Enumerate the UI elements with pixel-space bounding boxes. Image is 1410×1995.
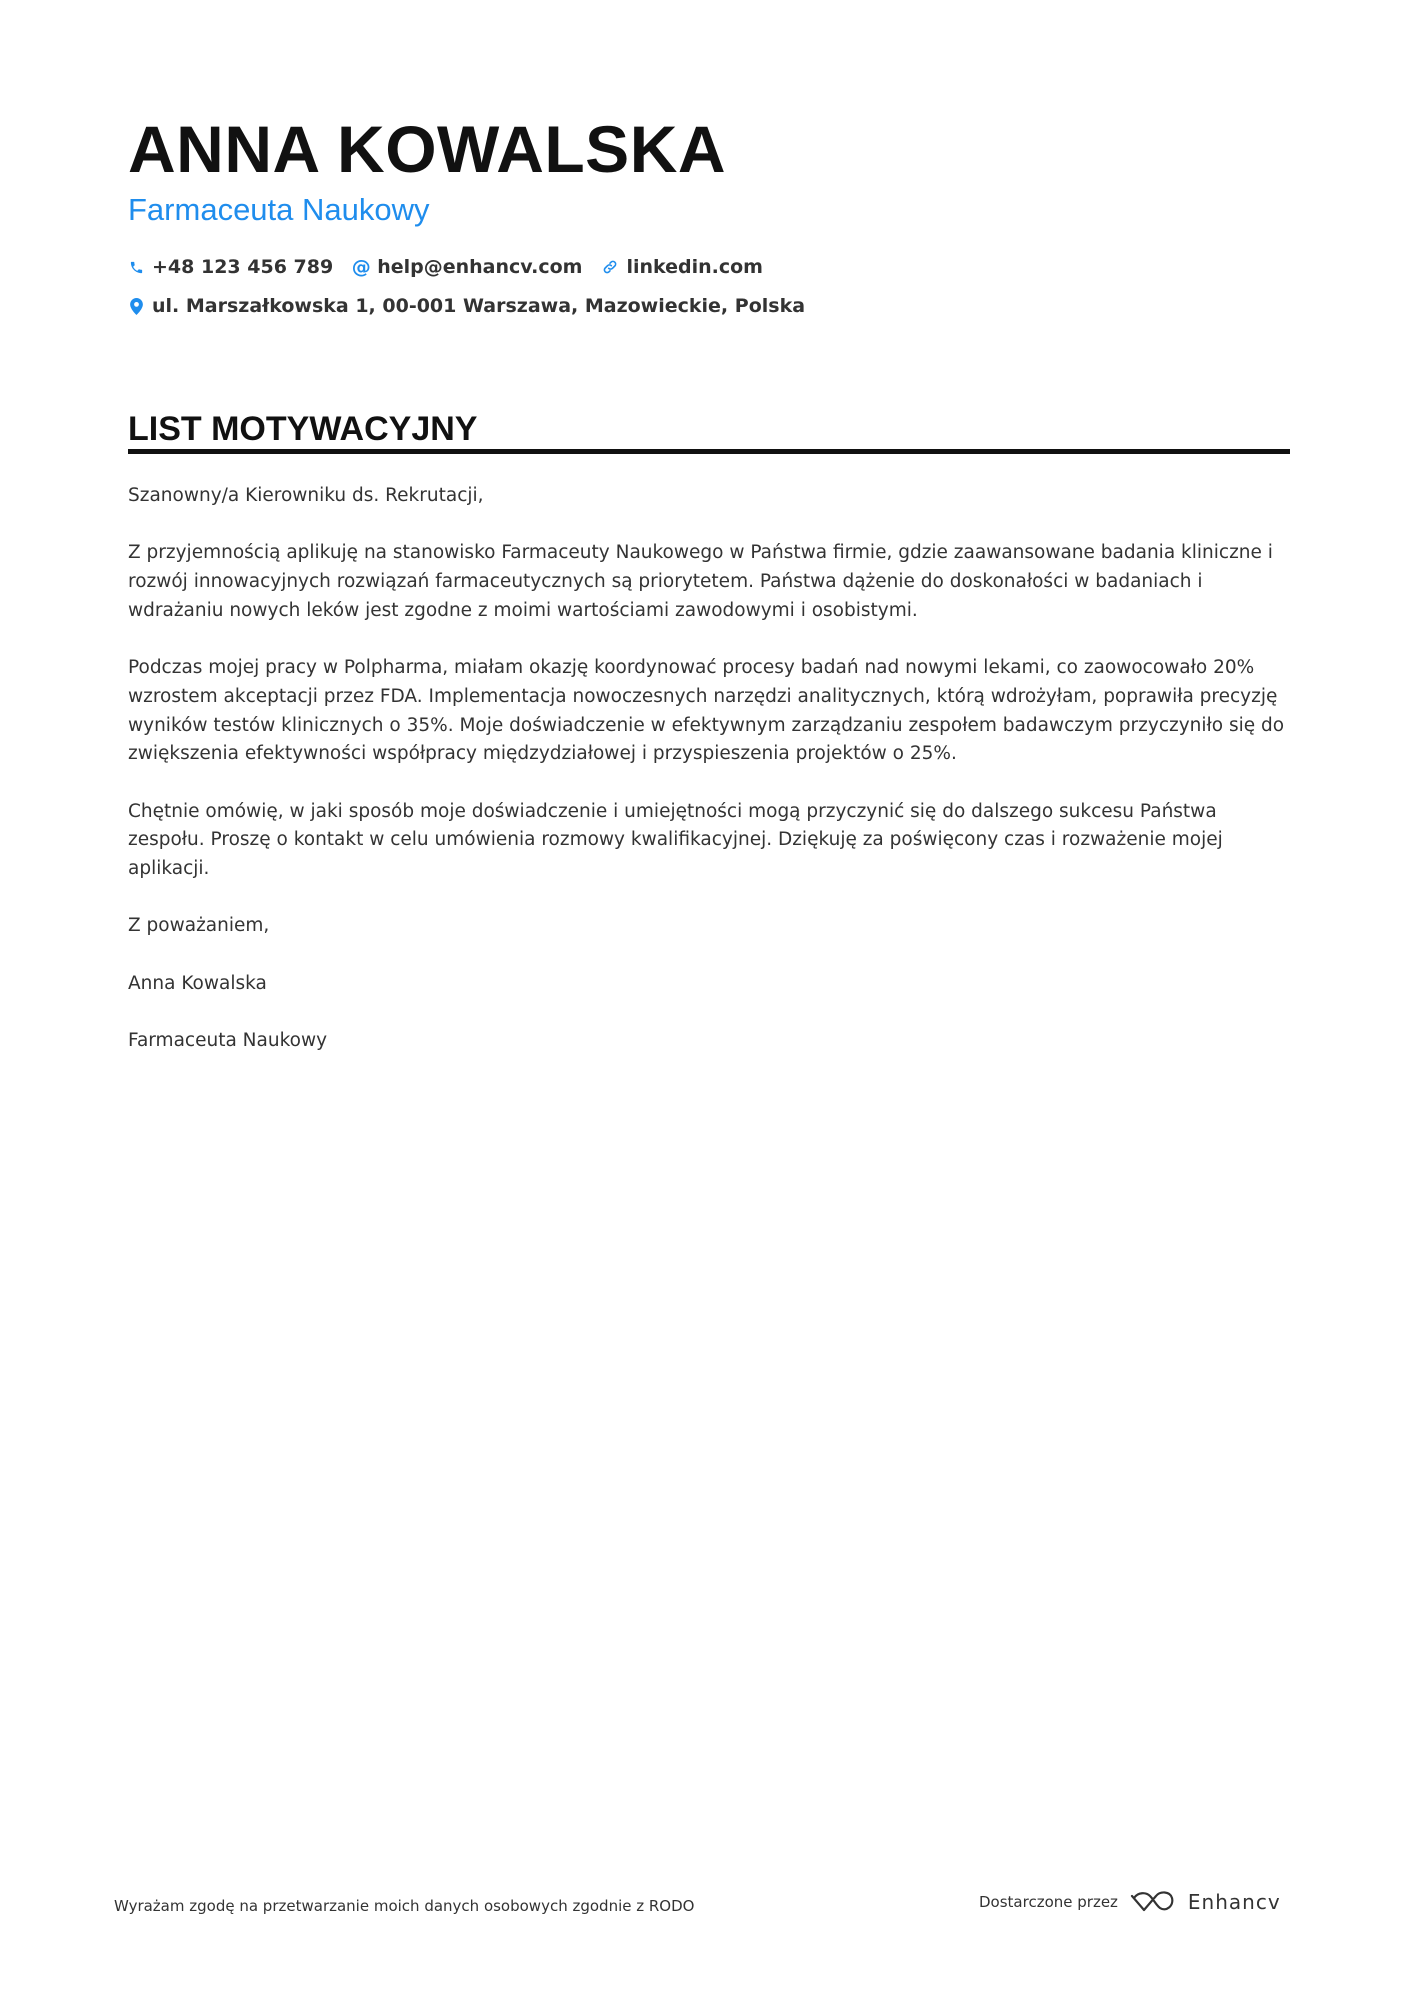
section-title: LIST MOTYWACYJNY bbox=[128, 410, 478, 448]
location-pin-icon bbox=[128, 297, 144, 315]
address-text: ul. Marszałkowska 1, 00-001 Warszawa, Mazowieckie, Polska bbox=[152, 295, 806, 317]
link-icon bbox=[602, 258, 618, 276]
contact-link[interactable] bbox=[602, 254, 763, 280]
brand-name: Enhancv bbox=[1187, 1890, 1281, 1914]
email-text[interactable]: help@enhancv.com bbox=[377, 256, 583, 278]
letter-paragraph: Chętnie omówię, w jaki sposób moje doświadczenie i umiejętności mogą przyczynić się do dalszego sukcesu Państwa zespołu. Proszę o kontakt w celu umówienia rozmowy kwalifikacyjnej. Dziękuję za poświęcony czas i rozważenie mojej aplikacji. bbox=[128, 800, 1223, 880]
phone-text: +48 123 456 789 bbox=[152, 256, 334, 278]
candidate-name: ANNA KOWALSKA bbox=[128, 112, 727, 186]
at-icon: @ bbox=[351, 256, 371, 278]
enhancv-logo-icon bbox=[1128, 1888, 1176, 1916]
signature-name: Anna Kowalska bbox=[128, 972, 267, 994]
contact-phone bbox=[128, 254, 333, 280]
letter-paragraph: Z przyjemnością aplikuję na stanowisko Farmaceuty Naukowego w Państwa firmie, gdzie zaawansowane badania kliniczne i rozwój innowacyjnych rozwiązań farmaceutycznych są priorytetem. Państwa dążenie do doskonałości w badaniach i wdrażaniu nowych leków jest zgodne z moimi wartościami zawodowymi i osobistymi. bbox=[128, 542, 1273, 621]
candidate-role: Farmaceuta Naukowy bbox=[128, 192, 430, 227]
link-text[interactable]: linkedin.com bbox=[626, 256, 763, 278]
letter-body bbox=[128, 482, 1290, 1085]
signature-role: Farmaceuta Naukowy bbox=[128, 1030, 328, 1052]
contact-email[interactable] bbox=[353, 254, 582, 280]
contact-address bbox=[128, 293, 805, 319]
phone-icon bbox=[128, 258, 144, 276]
contact-row bbox=[128, 254, 783, 280]
gdpr-consent: Wyrażam zgodę na przetwarzanie moich danych osobowych zgodnie z RODO bbox=[114, 1897, 695, 1915]
closing: Z poważaniem, bbox=[128, 915, 270, 937]
salutation: Szanowny/a Kierowniku ds. Rekrutacji, bbox=[128, 485, 484, 506]
powered-by[interactable] bbox=[979, 1888, 1281, 1916]
address-row bbox=[128, 293, 825, 319]
letter-paragraph: Podczas mojej pracy w Polpharma, miałam okazję koordynować procesy badań nad nowymi lekami, co zaowocowało 20% wzrostem akceptacji przez FDA. Implementacja nowoczesnych narzędzi analitycznych, którą wdrożyłam, poprawiła precyzję wyników testów klinicznych o 35%. Moje doświadczenie w efektywnym zarządzaniu zespołem badawczym przyczyniło się do zwiększenia efektywności współpracy międzydziałowej i przyspieszenia projektów o 25%. bbox=[128, 657, 1285, 765]
powered-by-label: Dostarczone przez bbox=[979, 1893, 1118, 1911]
section-divider bbox=[128, 449, 1290, 454]
